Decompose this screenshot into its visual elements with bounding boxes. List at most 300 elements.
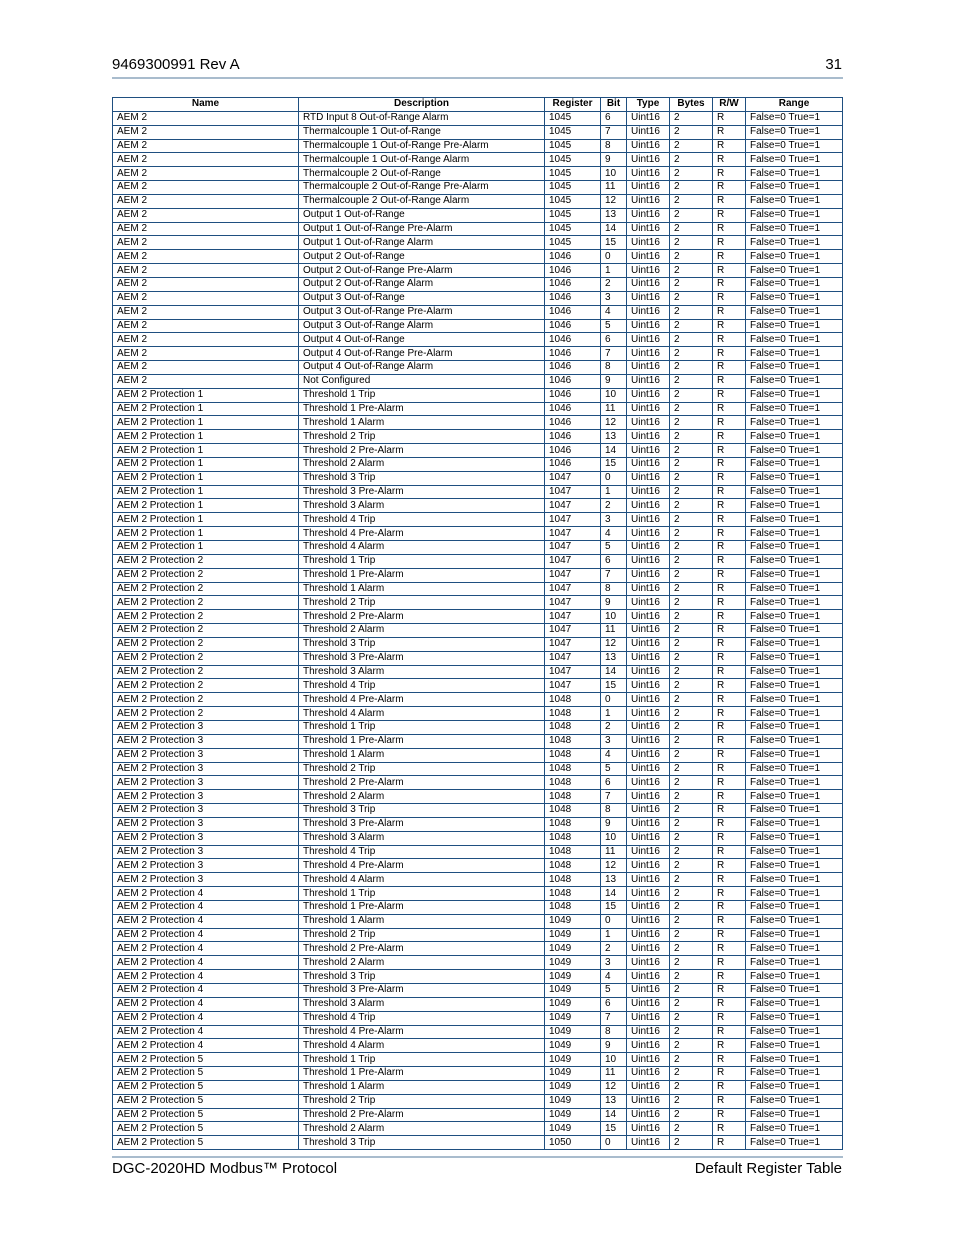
table-cell: Output 3 Out-of-Range Alarm [299,319,545,333]
table-cell: Uint16 [627,984,670,998]
table-cell: R [713,859,746,873]
table-cell: False=0 True=1 [746,541,843,555]
table-row [113,707,843,721]
table-cell: AEM 2 [113,250,299,264]
table-cell: 6 [601,111,627,125]
table-cell: Uint16 [627,305,670,319]
table-row [113,1108,843,1122]
table-cell: 1047 [545,499,601,513]
table-cell: 2 [601,499,627,513]
table-cell: 1048 [545,845,601,859]
table-cell: Uint16 [627,416,670,430]
table-cell: Uint16 [627,430,670,444]
table-cell: AEM 2 Protection 4 [113,956,299,970]
table-cell: 2 [670,624,713,638]
table-cell: False=0 True=1 [746,416,843,430]
table-cell: False=0 True=1 [746,319,843,333]
table-cell: R [713,222,746,236]
table-cell: R [713,541,746,555]
table-cell: 1048 [545,817,601,831]
table-row [113,596,843,610]
table-cell: False=0 True=1 [746,956,843,970]
table-cell: 1049 [545,970,601,984]
table-row [113,900,843,914]
table-cell: 4 [601,527,627,541]
table-cell: AEM 2 [113,111,299,125]
table-cell: 0 [601,693,627,707]
table-cell: 1049 [545,1067,601,1081]
table-cell: R [713,402,746,416]
table-cell: 1 [601,264,627,278]
table-cell: Uint16 [627,1011,670,1025]
table-cell: 0 [601,250,627,264]
table-cell: 2 [670,970,713,984]
table-cell: Threshold 1 Alarm [299,748,545,762]
table-cell: R [713,319,746,333]
table-cell: False=0 True=1 [746,513,843,527]
table-cell: False=0 True=1 [746,305,843,319]
table-cell: R [713,513,746,527]
table-cell: R [713,361,746,375]
table-cell: False=0 True=1 [746,610,843,624]
table-cell: R [713,1136,746,1150]
table-cell: Threshold 3 Pre-Alarm [299,817,545,831]
table-cell: Threshold 2 Alarm [299,790,545,804]
table-cell: 2 [670,1039,713,1053]
table-cell: R [713,582,746,596]
table-cell: 2 [670,319,713,333]
table-cell: AEM 2 Protection 1 [113,430,299,444]
table-cell: Threshold 2 Pre-Alarm [299,776,545,790]
table-cell: 2 [670,111,713,125]
table-cell: False=0 True=1 [746,499,843,513]
page-number: 31 [825,56,842,73]
page-footer [112,1160,842,1180]
table-cell: Threshold 1 Pre-Alarm [299,900,545,914]
table-cell: AEM 2 [113,194,299,208]
table-cell: 1046 [545,333,601,347]
table-cell: 1045 [545,236,601,250]
table-header-row [113,98,843,112]
table-cell: R [713,499,746,513]
table-cell: Threshold 2 Trip [299,762,545,776]
table-cell: R [713,679,746,693]
table-cell: AEM 2 [113,374,299,388]
table-cell: AEM 2 Protection 1 [113,513,299,527]
table-cell: AEM 2 [113,277,299,291]
table-cell: AEM 2 Protection 2 [113,651,299,665]
table-cell: 1046 [545,430,601,444]
table-row [113,734,843,748]
table-cell: 0 [601,471,627,485]
table-cell: False=0 True=1 [746,430,843,444]
table-cell: 1049 [545,928,601,942]
table-cell: Threshold 2 Pre-Alarm [299,1108,545,1122]
table-cell: Thermalcouple 2 Out-of-Range Alarm [299,194,545,208]
table-cell: 2 [670,1067,713,1081]
table-cell: 15 [601,1122,627,1136]
table-cell: 2 [670,250,713,264]
table-cell: False=0 True=1 [746,665,843,679]
table-cell: 4 [601,970,627,984]
table-cell: Uint16 [627,956,670,970]
table-cell: False=0 True=1 [746,817,843,831]
column-header: Range [746,98,843,112]
table-cell: 9 [601,374,627,388]
table-cell: 2 [601,942,627,956]
table-cell: 2 [670,997,713,1011]
table-cell: R [713,291,746,305]
table-cell: 2 [670,1011,713,1025]
table-cell: Thermalcouple 1 Out-of-Range Alarm [299,153,545,167]
table-cell: Uint16 [627,457,670,471]
table-cell: 2 [670,679,713,693]
table-cell: 2 [670,928,713,942]
table-cell: AEM 2 [113,305,299,319]
table-cell: AEM 2 Protection 3 [113,845,299,859]
table-row [113,624,843,638]
table-cell: 1048 [545,790,601,804]
table-cell: 2 [670,264,713,278]
table-cell: R [713,720,746,734]
document-number: 9469300991 Rev A [112,56,240,73]
table-cell: AEM 2 Protection 1 [113,388,299,402]
table-cell: False=0 True=1 [746,831,843,845]
table-row [113,928,843,942]
table-cell: Threshold 1 Alarm [299,914,545,928]
table-cell: Uint16 [627,333,670,347]
table-cell: 2 [670,1053,713,1067]
table-cell: R [713,250,746,264]
table-cell: Threshold 4 Trip [299,1011,545,1025]
table-cell: R [713,1108,746,1122]
table-cell: AEM 2 Protection 2 [113,610,299,624]
register-table [112,97,843,1150]
table-cell: Uint16 [627,167,670,181]
table-cell: Uint16 [627,554,670,568]
table-cell: Threshold 1 Trip [299,887,545,901]
table-cell: Uint16 [627,679,670,693]
table-cell: 2 [670,361,713,375]
table-cell: Uint16 [627,388,670,402]
table-cell: Threshold 3 Alarm [299,499,545,513]
table-cell: AEM 2 Protection 3 [113,720,299,734]
table-cell: Threshold 2 Trip [299,1094,545,1108]
table-cell: Threshold 1 Alarm [299,416,545,430]
table-cell: AEM 2 Protection 2 [113,596,299,610]
table-cell: AEM 2 Protection 2 [113,679,299,693]
table-cell: 10 [601,610,627,624]
table-row [113,319,843,333]
table-cell: Threshold 3 Trip [299,804,545,818]
table-cell: False=0 True=1 [746,942,843,956]
table-row [113,167,843,181]
table-cell: R [713,610,746,624]
table-cell: False=0 True=1 [746,153,843,167]
table-cell: Thermalcouple 1 Out-of-Range Pre-Alarm [299,139,545,153]
table-cell: 8 [601,1025,627,1039]
table-cell: 1045 [545,181,601,195]
table-cell: Uint16 [627,693,670,707]
table-cell: False=0 True=1 [746,125,843,139]
table-row [113,942,843,956]
table-row [113,1080,843,1094]
table-cell: Uint16 [627,194,670,208]
table-cell: 12 [601,1080,627,1094]
table-cell: R [713,790,746,804]
table-cell: 9 [601,596,627,610]
table-cell: Uint16 [627,541,670,555]
table-cell: Threshold 3 Pre-Alarm [299,984,545,998]
table-row [113,305,843,319]
table-cell: Uint16 [627,582,670,596]
table-cell: AEM 2 Protection 3 [113,734,299,748]
table-cell: 1046 [545,374,601,388]
table-cell: False=0 True=1 [746,264,843,278]
table-cell: R [713,804,746,818]
table-cell: Uint16 [627,222,670,236]
table-cell: 1 [601,485,627,499]
table-cell: Threshold 4 Pre-Alarm [299,527,545,541]
table-cell: R [713,624,746,638]
table-cell: R [713,1025,746,1039]
table-cell: Uint16 [627,887,670,901]
table-cell: 1046 [545,305,601,319]
table-cell: Uint16 [627,264,670,278]
table-cell: 1049 [545,984,601,998]
table-cell: 2 [670,527,713,541]
table-row [113,513,843,527]
table-cell: False=0 True=1 [746,914,843,928]
table-cell: False=0 True=1 [746,444,843,458]
table-cell: AEM 2 Protection 2 [113,637,299,651]
table-cell: AEM 2 Protection 1 [113,471,299,485]
table-cell: 1046 [545,402,601,416]
table-cell: 1047 [545,610,601,624]
table-cell: Uint16 [627,1039,670,1053]
table-cell: Uint16 [627,347,670,361]
table-cell: 2 [670,914,713,928]
table-cell: 1046 [545,444,601,458]
table-cell: 1047 [545,471,601,485]
table-cell: 1048 [545,873,601,887]
table-cell: AEM 2 Protection 3 [113,831,299,845]
table-cell: 2 [670,610,713,624]
table-cell: 2 [601,720,627,734]
table-row [113,1011,843,1025]
table-cell: False=0 True=1 [746,859,843,873]
table-cell: 6 [601,776,627,790]
table-cell: R [713,554,746,568]
table-cell: Uint16 [627,900,670,914]
table-cell: False=0 True=1 [746,997,843,1011]
table-cell: AEM 2 [113,347,299,361]
table-cell: 8 [601,582,627,596]
table-cell: Output 1 Out-of-Range Pre-Alarm [299,222,545,236]
table-cell: 2 [670,388,713,402]
table-cell: 9 [601,817,627,831]
table-cell: False=0 True=1 [746,1094,843,1108]
table-cell: AEM 2 [113,333,299,347]
table-cell: AEM 2 Protection 4 [113,900,299,914]
table-cell: Uint16 [627,665,670,679]
table-cell: False=0 True=1 [746,277,843,291]
footer-divider [112,1156,843,1158]
table-cell: R [713,264,746,278]
table-cell: 2 [670,831,713,845]
table-cell: 1046 [545,277,601,291]
table-cell: AEM 2 Protection 2 [113,665,299,679]
table-cell: 2 [670,291,713,305]
table-cell: R [713,139,746,153]
table-cell: 14 [601,444,627,458]
table-cell: 1049 [545,1108,601,1122]
table-cell: AEM 2 [113,153,299,167]
table-cell: 14 [601,887,627,901]
table-cell: 7 [601,1011,627,1025]
table-cell: 1047 [545,568,601,582]
table-cell: R [713,444,746,458]
table-cell: 15 [601,236,627,250]
table-row [113,1067,843,1081]
table-cell: R [713,471,746,485]
table-cell: Uint16 [627,734,670,748]
table-cell: Threshold 2 Pre-Alarm [299,942,545,956]
table-cell: 2 [670,693,713,707]
table-cell: R [713,873,746,887]
table-cell: Uint16 [627,651,670,665]
table-cell: R [713,928,746,942]
table-row [113,347,843,361]
table-cell: AEM 2 [113,181,299,195]
table-cell: 9 [601,1039,627,1053]
table-cell: False=0 True=1 [746,734,843,748]
table-cell: 10 [601,388,627,402]
table-cell: AEM 2 Protection 5 [113,1094,299,1108]
table-cell: R [713,914,746,928]
table-cell: Threshold 4 Trip [299,513,545,527]
table-cell: 1048 [545,859,601,873]
table-cell: Uint16 [627,859,670,873]
table-cell: R [713,416,746,430]
table-row [113,997,843,1011]
table-cell: 13 [601,430,627,444]
column-header: Name [113,98,299,112]
table-cell: 2 [670,1025,713,1039]
table-cell: Uint16 [627,139,670,153]
table-cell: 1049 [545,1122,601,1136]
table-cell: 2 [670,582,713,596]
table-cell: 8 [601,139,627,153]
table-cell: False=0 True=1 [746,333,843,347]
table-cell: Uint16 [627,970,670,984]
table-cell: Output 3 Out-of-Range [299,291,545,305]
table-row [113,845,843,859]
table-cell: AEM 2 Protection 4 [113,942,299,956]
table-cell: 15 [601,900,627,914]
table-cell: RTD Input 8 Out-of-Range Alarm [299,111,545,125]
table-cell: AEM 2 [113,291,299,305]
table-cell: 7 [601,790,627,804]
table-cell: 2 [670,485,713,499]
table-cell: False=0 True=1 [746,637,843,651]
table-cell: 2 [670,194,713,208]
table-row [113,651,843,665]
column-header: Bit [601,98,627,112]
table-row [113,568,843,582]
table-cell: False=0 True=1 [746,222,843,236]
table-cell: 1049 [545,942,601,956]
table-cell: R [713,167,746,181]
table-row [113,1025,843,1039]
table-cell: 13 [601,651,627,665]
table-cell: 9 [601,153,627,167]
table-cell: 1 [601,928,627,942]
table-cell: AEM 2 [113,125,299,139]
table-cell: 2 [670,748,713,762]
table-cell: 2 [670,956,713,970]
table-cell: 6 [601,554,627,568]
table-cell: 2 [670,790,713,804]
table-cell: False=0 True=1 [746,887,843,901]
table-cell: AEM 2 Protection 2 [113,707,299,721]
table-cell: Uint16 [627,845,670,859]
table-cell: Uint16 [627,762,670,776]
table-cell: 1045 [545,167,601,181]
table-row [113,388,843,402]
table-cell: Threshold 4 Pre-Alarm [299,859,545,873]
table-row [113,762,843,776]
table-cell: 8 [601,804,627,818]
table-cell: AEM 2 Protection 3 [113,762,299,776]
table-row [113,748,843,762]
table-cell: 12 [601,194,627,208]
table-cell: R [713,831,746,845]
table-cell: AEM 2 Protection 3 [113,859,299,873]
table-cell: 1049 [545,914,601,928]
table-cell: AEM 2 [113,236,299,250]
table-cell: Uint16 [627,637,670,651]
table-cell: 1046 [545,416,601,430]
table-cell: Threshold 2 Trip [299,928,545,942]
table-cell: 15 [601,679,627,693]
table-cell: R [713,125,746,139]
table-cell: 1048 [545,831,601,845]
table-cell: 1047 [545,624,601,638]
table-cell: Threshold 1 Trip [299,1053,545,1067]
table-cell: 1046 [545,319,601,333]
table-cell: False=0 True=1 [746,748,843,762]
table-cell: Uint16 [627,914,670,928]
table-cell: Threshold 3 Trip [299,970,545,984]
table-cell: Uint16 [627,153,670,167]
table-row [113,402,843,416]
table-cell: AEM 2 Protection 4 [113,1025,299,1039]
table-cell: R [713,181,746,195]
table-cell: Output 2 Out-of-Range [299,250,545,264]
table-cell: Uint16 [627,748,670,762]
table-row [113,817,843,831]
table-cell: 2 [670,984,713,998]
table-cell: Uint16 [627,831,670,845]
table-cell: 7 [601,125,627,139]
table-cell: 2 [670,499,713,513]
table-cell: 1046 [545,291,601,305]
table-row [113,236,843,250]
table-cell: False=0 True=1 [746,139,843,153]
table-row [113,1094,843,1108]
table-cell: 2 [670,734,713,748]
